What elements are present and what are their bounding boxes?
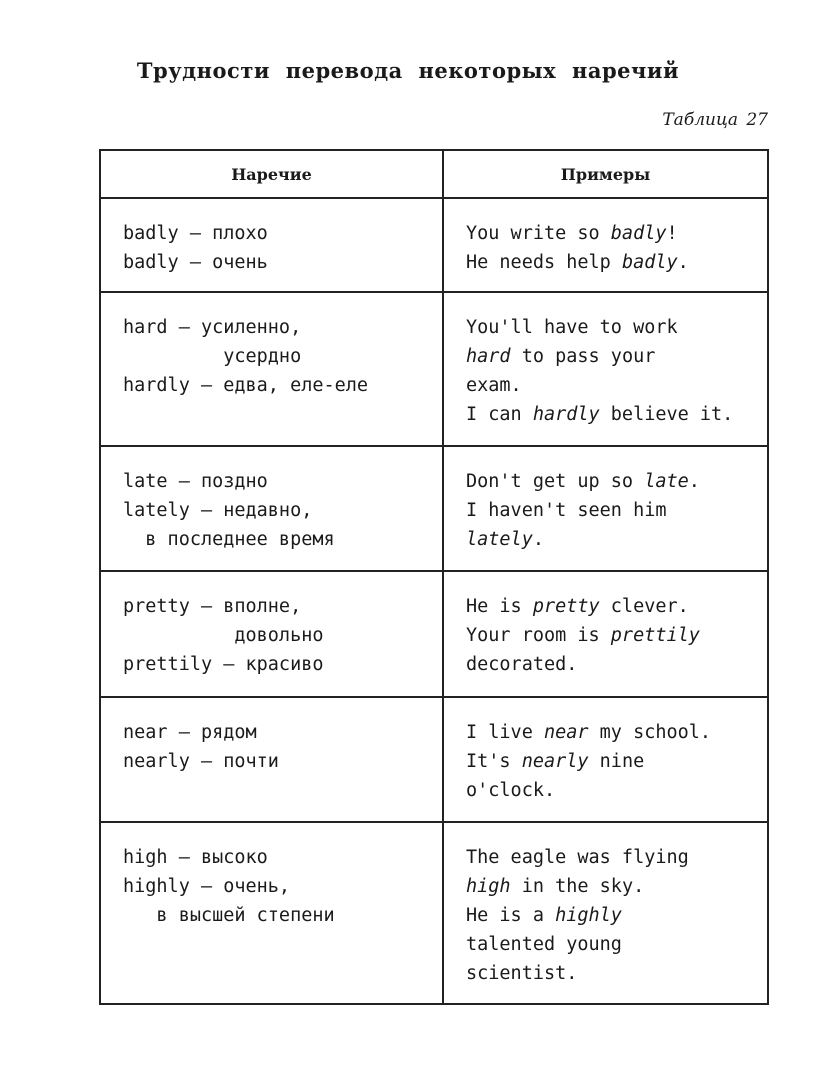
example-text: You'll have to work (466, 317, 678, 338)
adverb-line: highly — очень, (123, 876, 291, 897)
example-line (466, 342, 767, 371)
example-keyword: lately (466, 529, 533, 550)
table-row (100, 571, 768, 697)
adverb-line: prettily — красиво (123, 654, 324, 675)
example-text: I live (466, 722, 544, 743)
example-keyword: hardly (532, 404, 600, 425)
example-line (466, 718, 767, 747)
example-line (466, 219, 767, 248)
adverb-line: near — рядом (123, 722, 257, 743)
example-text: I haven't seen him (466, 500, 667, 521)
example-text: Don't get up so (466, 471, 645, 492)
table-header-row (100, 150, 768, 198)
adverb-line: high — высоко (123, 847, 268, 868)
adverb-line: nearly — почти (123, 751, 279, 772)
example-line (466, 496, 767, 525)
header-examples: Примеры (443, 150, 768, 198)
example-keyword: nearly (521, 751, 589, 772)
example-text: nine (588, 751, 645, 772)
example-keyword: late (644, 471, 689, 492)
example-cell (443, 292, 768, 446)
example-line (466, 747, 767, 776)
example-line (466, 843, 767, 872)
example-keyword: pretty (532, 596, 600, 617)
table-row (100, 198, 768, 292)
example-keyword: near (543, 722, 589, 743)
example-text: He needs help (466, 252, 622, 273)
adverb-line: в последнее время (123, 529, 335, 550)
table-row (100, 697, 768, 822)
table-row (100, 822, 768, 1004)
adverb-cell (100, 822, 443, 1004)
table-caption: Таблица 27 (662, 110, 768, 130)
example-cell (443, 571, 768, 697)
adverb-line: badly — очень (123, 252, 268, 273)
example-line (466, 959, 767, 988)
example-text: my school. (588, 722, 712, 743)
example-keyword: hard (466, 346, 511, 367)
adverb-line: pretty — вполне, (123, 596, 302, 617)
example-line (466, 930, 767, 959)
example-line (466, 621, 767, 650)
example-cell (443, 446, 768, 571)
example-keyword: highly (555, 905, 622, 926)
header-adverb: Наречие (100, 150, 443, 198)
adverb-line: lately — недавно, (123, 500, 313, 521)
example-line (466, 901, 767, 930)
example-line (466, 872, 767, 901)
adverb-cell (100, 571, 443, 697)
example-line (466, 313, 767, 342)
example-cell (443, 822, 768, 1004)
example-text: I can (466, 404, 533, 425)
adverb-cell (100, 697, 443, 822)
example-text: in the sky. (510, 876, 645, 897)
example-text: . (677, 252, 689, 273)
adverb-line: усердно (123, 346, 302, 367)
adverbs-table (99, 149, 769, 1005)
example-line (466, 525, 767, 554)
example-line (466, 400, 767, 429)
example-text: . (688, 471, 700, 492)
example-line (466, 776, 767, 805)
example-text: exam. (466, 375, 522, 396)
example-text: The eagle was flying (466, 847, 689, 868)
example-keyword: badly (610, 223, 667, 244)
example-text: . (532, 529, 544, 550)
adverb-cell (100, 446, 443, 571)
example-keyword: badly (621, 252, 678, 273)
example-text: Your room is (466, 625, 611, 646)
example-line (466, 592, 767, 621)
table-row (100, 292, 768, 446)
adverb-line: довольно (123, 625, 324, 646)
adverb-line: hard — усиленно, (123, 317, 302, 338)
example-text: It's (466, 751, 522, 772)
example-keyword: prettily (610, 625, 700, 646)
adverb-cell (100, 198, 443, 292)
example-keyword: high (466, 876, 511, 897)
example-text: talented young (466, 934, 622, 955)
adverb-line: badly — плохо (123, 223, 268, 244)
example-line (466, 650, 767, 679)
example-text: He is a (466, 905, 556, 926)
example-text: o'clock. (466, 780, 556, 801)
adverb-line: в высшей степени (123, 905, 335, 926)
example-line (466, 248, 767, 277)
example-text: clever. (599, 596, 689, 617)
example-text: scientist. (466, 963, 578, 984)
adverb-line: hardly — едва, еле-еле (123, 375, 369, 396)
example-text: to pass your (510, 346, 656, 367)
example-text: He is (466, 596, 533, 617)
example-cell (443, 697, 768, 822)
example-cell (443, 198, 768, 292)
adverb-line: late — поздно (123, 471, 268, 492)
example-text: believe it. (599, 404, 734, 425)
page-title: Трудности перевода некоторых наречий (136, 58, 680, 83)
example-line (466, 467, 767, 496)
example-text: You write so (466, 223, 611, 244)
table-row (100, 446, 768, 571)
example-text: ! (666, 223, 678, 244)
example-text: decorated. (466, 654, 578, 675)
example-line (466, 371, 767, 400)
adverb-cell (100, 292, 443, 446)
